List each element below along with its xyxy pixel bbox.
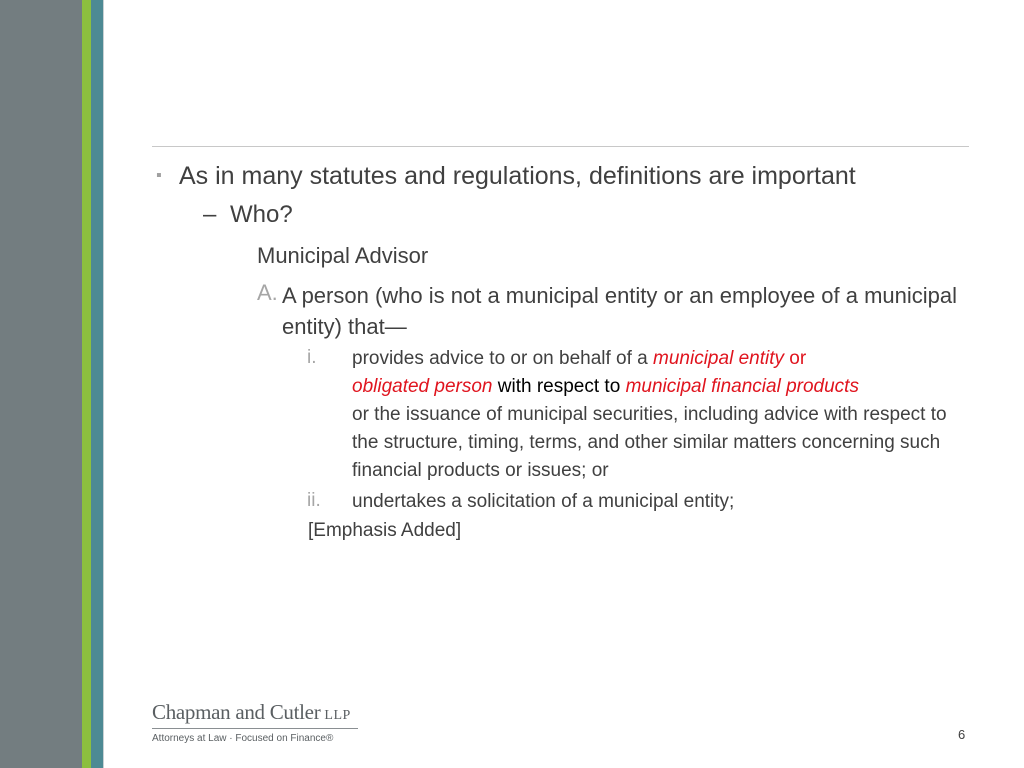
item-a-marker: A. (257, 280, 278, 305)
logo-firm-name: Chapman and Cutler (152, 700, 321, 724)
sub-item-ii-marker: ii. (307, 490, 321, 511)
bullet-level1: As in many statutes and regulations, definitions are important (179, 162, 856, 190)
sub-item-ii-text: undertakes a solicitation of a municipal entity; (352, 491, 735, 512)
item-a-text: A person (who is not a municipal entity or an employee of a municipal entity) that— (282, 283, 958, 339)
sub-item-i-part2: or (783, 348, 807, 369)
sub-item-i-part4: or the issuance of municipal securities, including advice with respect to the structure, timing, terms, and other similar matters concerning such financial products or issues; or (352, 404, 947, 481)
bullet-level2: Who? (230, 201, 293, 228)
sub-item-i-text (352, 345, 972, 485)
dash-bullet-icon: – (203, 201, 217, 228)
page-number: 6 (958, 727, 966, 742)
sub-item-i-part1: provides advice to or on behalf of a (352, 348, 654, 369)
logo-divider (152, 728, 358, 729)
logo-tagline: Attorneys at Law · Focused on Finance® (152, 733, 334, 744)
emphasis-municipal-financial-products: municipal financial products (625, 376, 859, 397)
emphasis-obligated-person: obligated person (352, 376, 493, 397)
square-bullet-icon: ▪ (156, 167, 162, 184)
sub-item-i-part3: with respect to (492, 376, 626, 397)
sub-item-i-marker: i. (307, 347, 317, 368)
definition-heading: Municipal Advisor (257, 243, 429, 268)
emphasis-note: [Emphasis Added] (308, 520, 462, 541)
firm-logo (152, 700, 358, 744)
emphasis-municipal-entity: municipal entity (653, 348, 784, 369)
logo-llp: LLP (324, 708, 351, 723)
